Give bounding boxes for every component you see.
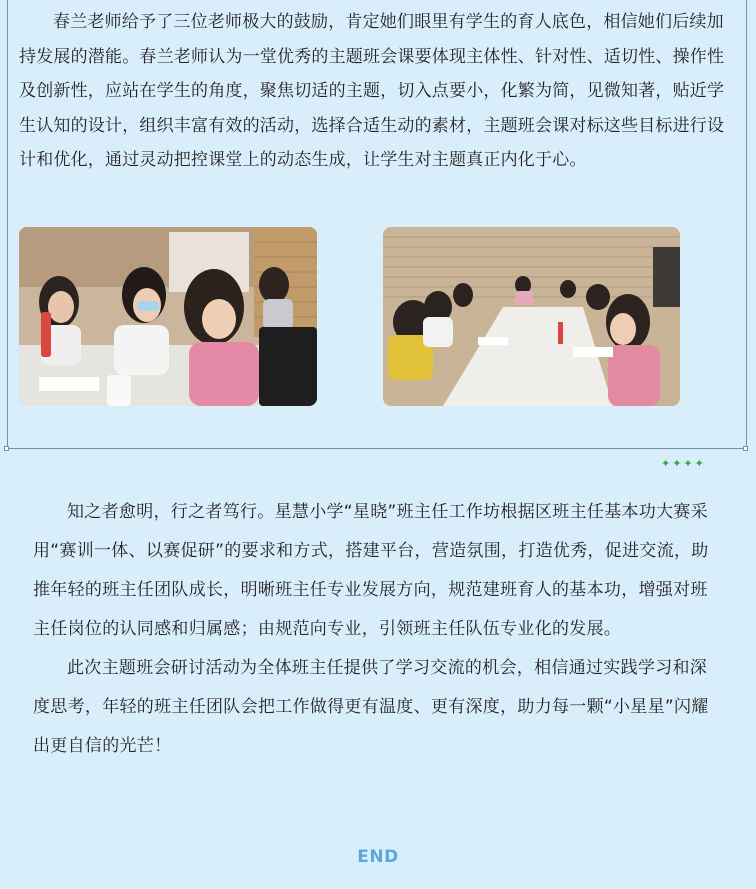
photo-teachers-at-table	[19, 227, 317, 406]
meeting-photo-left	[19, 227, 317, 406]
paragraph-workshop: 知之者愈明，行之者笃行。星慧小学“星晓”班主任工作坊根据区班主任基本功大赛采用“赛训一体、以赛促研”的要求和方式，搭建平台，营造氛围，打造优秀，促进交流，助推年轻的班主任团队成长，明晰班主任专业发展方向，规范建班育人的基本功，增强对班主任岗位的认同感和归属感；由规范向专业，引领班主任队伍专业化的发展。	[33, 502, 709, 639]
lower-text-section	[33, 493, 723, 766]
meeting-photo-right	[383, 227, 680, 406]
end-mark: END	[357, 847, 399, 867]
divider-stars-icon: ✦✦✦✦	[661, 457, 706, 470]
frame-corner-handle-left	[4, 446, 9, 451]
paragraph-closing: 此次主题班会研讨活动为全体班主任提供了学习交流的机会，相信通过实践学习和深度思考，年轻的班主任团队会把工作做得更有温度、更有深度，助力每一颗“小星星”闪耀出更自信的光芒！	[33, 658, 709, 756]
paragraph-top: 春兰老师给予了三位老师极大的鼓励，肯定她们眼里有学生的育人底色，相信她们后续加持发展的潜能。春兰老师认为一堂优秀的主题班会课要体现主体性、针对性、适切性、操作性及创新性，应站在学生的角度，聚焦切适的主题，切入点要小，化繁为简，见微知著，贴近学生认知的设计，组织丰富有效的活动，选择合适生动的素材，主题班会课对标这些目标进行设计和优化，通过灵动把控课堂上的动态生成，让学生对主题真正内化于心。	[19, 12, 725, 170]
frame-corner-handle-right	[743, 446, 748, 451]
photo-meeting-room	[383, 227, 680, 406]
